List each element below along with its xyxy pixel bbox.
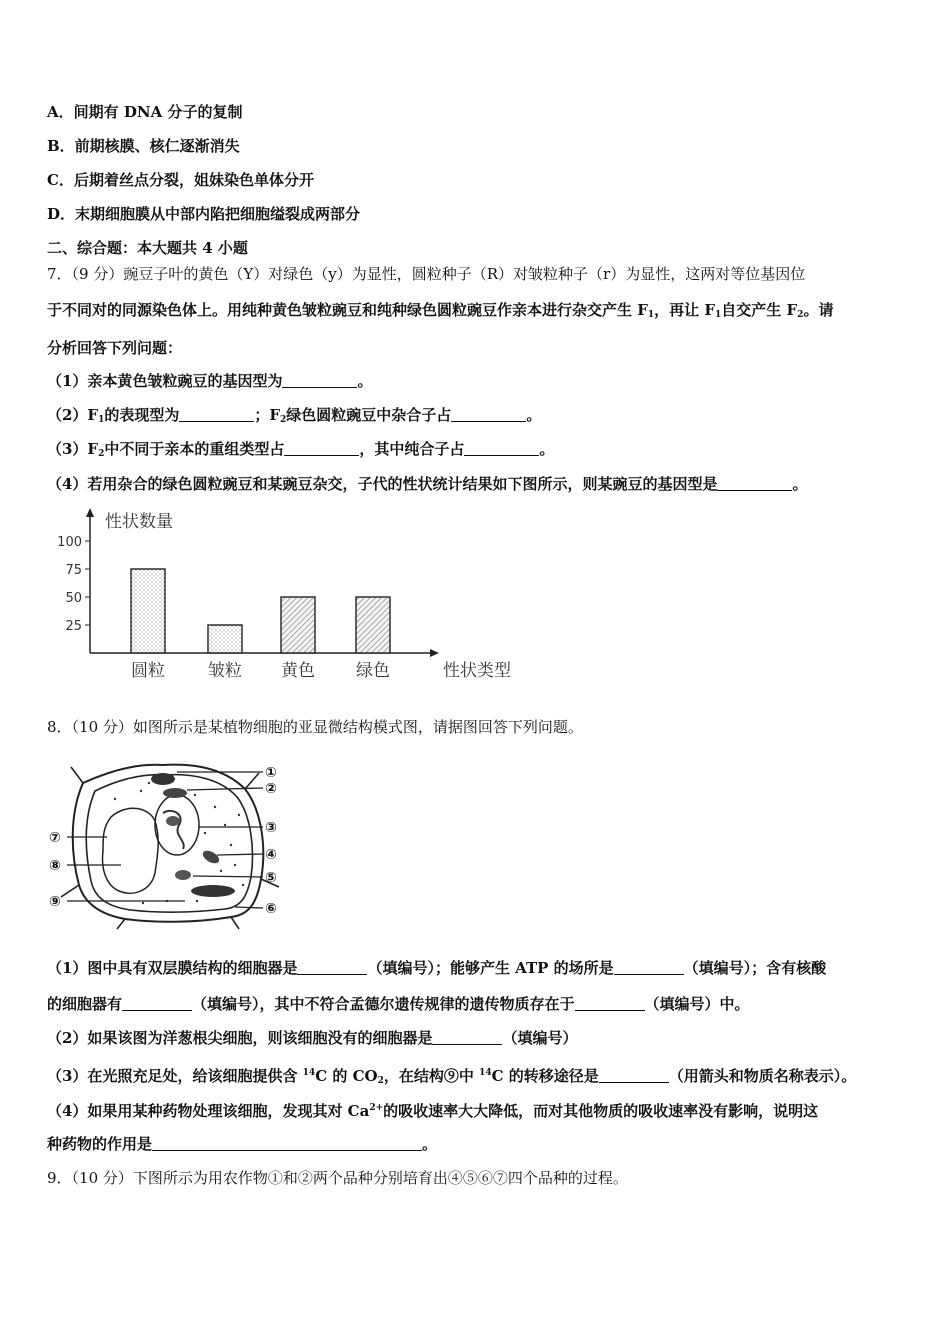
q8-part1-line2 (47, 994, 750, 1014)
answer-blank[interactable] (179, 407, 254, 422)
q7-part1 (47, 371, 372, 391)
q7-p1-a: （1）亲本黄色皱粒豌豆的基因型为 (47, 372, 283, 390)
golgi (175, 870, 191, 880)
q8-p2-a: （2）如果该图为洋葱根尖细胞，则该细胞没有的细胞器是 (47, 1029, 433, 1047)
label-7: ⑦ (49, 830, 61, 846)
label-6: ⑥ (265, 901, 277, 917)
q8-p4-c: 种药物的作用是 (47, 1135, 153, 1153)
q7-p3-a: （3）F (47, 440, 99, 458)
y-tick-label: 50 (65, 591, 82, 606)
chloroplast (163, 788, 187, 798)
q7-p3-b: 中不同于亲本的重组类型占 (104, 440, 285, 458)
label-9: ⑨ (49, 894, 61, 910)
q8-p1-d: 的细胞器有 (47, 995, 123, 1013)
category-label: 黄色 (281, 661, 315, 681)
q8-part1-line1 (47, 958, 826, 978)
q7-sub: 2 (98, 449, 105, 459)
label-8: ⑧ (49, 858, 61, 874)
q7-line2-d: 。请 (803, 301, 834, 319)
q8-p4-a: （4）如果用某种药物处理该细胞，发现其对 Ca (47, 1102, 370, 1120)
answer-blank[interactable] (152, 1136, 422, 1151)
q8-part4-line1 (47, 1098, 818, 1121)
q7-line2-c: 自交产生 F (721, 301, 798, 319)
q7-p3-c: ，其中纯合子占 (359, 440, 465, 458)
x-axis-arrow (430, 649, 439, 657)
q7-sub: 2 (280, 415, 287, 425)
chloroplast (151, 773, 175, 785)
q8-title: 8．（10 分）如图所示是某植物细胞的亚显微结构模式图，请据图回答下列问题。 (47, 718, 583, 736)
q7-line1 (47, 264, 805, 284)
q7-line2-b: ，再让 F (654, 301, 716, 319)
q7-line2 (47, 300, 833, 325)
q7-sub: 1 (98, 415, 105, 425)
q7-p4-b: 。 (792, 475, 808, 493)
bar-3 (356, 597, 390, 653)
bar-1 (208, 625, 242, 653)
answer-blank[interactable] (297, 960, 367, 975)
mitochondrion (201, 848, 222, 866)
answer-blank[interactable] (284, 441, 359, 456)
q8-p3-c: ，在结构⑨中 (383, 1067, 480, 1085)
q7-sub: 2 (797, 310, 804, 320)
q7-sub: 1 (715, 310, 722, 320)
answer-blank[interactable] (122, 996, 192, 1011)
q8-part4-line2 (47, 1134, 437, 1154)
q7-line1-text: 7．（9 分）豌豆子叶的黄色（Y）对绿色（y）为显性，圆粒种子（R）对皱粒种子（r）为显性，这两对等位基因位 (47, 265, 806, 283)
q8-part2 (47, 1028, 577, 1048)
answer-blank[interactable] (282, 373, 357, 388)
q8-p3-b: C 的 CO (315, 1067, 378, 1085)
vacuole (103, 808, 159, 893)
y-tick-label: 75 (65, 563, 82, 578)
section-heading: 二、综合题：本大题共 4 小题 (47, 239, 248, 257)
q8-part3 (47, 1063, 856, 1091)
answer-blank[interactable] (464, 441, 539, 456)
option-a: A．间期有 DNA 分子的复制 (47, 103, 243, 121)
q8-p2-b: （填编号） (502, 1029, 578, 1047)
nucleus (155, 795, 199, 855)
q7-p2-d: 绿色圆粒豌豆中杂合子占 (286, 406, 452, 424)
label-2: ② (265, 781, 277, 797)
q7-p3-d: 。 (539, 440, 555, 458)
q7-p1-b: 。 (357, 372, 373, 390)
subscript: 2 (377, 1076, 384, 1086)
category-label: 皱粒 (208, 661, 242, 681)
q8-p1-a: （1）图中具有双层膜结构的细胞器是 (47, 959, 298, 977)
label-3: ③ (265, 820, 277, 836)
chloroplast (191, 885, 235, 897)
q7-line3: 分析回答下列问题： (47, 339, 183, 357)
plant-cell-diagram (45, 755, 295, 930)
q8-p1-f: （填编号）中。 (644, 995, 750, 1013)
answer-blank[interactable] (451, 407, 526, 422)
option-d: D．末期细胞膜从中部内陷把细胞缢裂成两部分 (47, 205, 361, 223)
q8-p4-b: 的吸收速率大大降低，而对其他物质的吸收速率没有影响，说明这 (383, 1102, 819, 1120)
bar-0 (131, 569, 165, 653)
q8-p3-a: （3）在光照充足处，给该细胞提供含 (47, 1067, 303, 1085)
q8-p3-e: （用箭头和物质名称表示）。 (668, 1067, 857, 1085)
q8-p1-b: （填编号）；能够产生 ATP 的场所是 (367, 959, 614, 977)
superscript: 14 (479, 1068, 492, 1078)
y-axis-arrow (86, 508, 94, 517)
x-axis-title: 性状类型 (443, 661, 511, 681)
q7-p2-b: 的表现型为 (104, 406, 180, 424)
label-1: ① (265, 765, 277, 781)
option-b: B．前期核膜、核仁逐渐消失 (47, 137, 240, 155)
answer-blank[interactable] (432, 1030, 502, 1045)
q7-sub: 1 (647, 310, 655, 320)
trait-bar-chart (55, 505, 555, 690)
q9-title: 9．（10 分）下图所示为用农作物①和②两个品种分别培育出④⑤⑥⑦四个品种的过程。 (47, 1169, 628, 1187)
category-label: 绿色 (356, 661, 390, 681)
superscript: 2+ (369, 1103, 384, 1113)
option-c: C．后期着丝点分裂，姐妹染色单体分开 (47, 171, 314, 189)
y-tick-label: 100 (57, 535, 82, 550)
answer-blank[interactable] (717, 476, 792, 491)
q7-part2 (47, 405, 541, 430)
superscript: 14 (302, 1068, 316, 1078)
y-axis-title: 性状数量 (105, 512, 173, 532)
label-4: ④ (265, 847, 277, 863)
q7-p2-c: ；F (254, 406, 281, 424)
q8-p4-d: 。 (422, 1135, 438, 1153)
bar-2 (281, 597, 315, 653)
q7-p4-a: （4）若用杂合的绿色圆粒豌豆和某豌豆杂交，子代的性状统计结果如下图所示，则某豌豆的基因型是 (47, 475, 718, 493)
q7-line2-a: 于不同对的同源染色体上。用纯种黄色皱粒豌豆和纯种绿色圆粒豌豆作亲本进行杂交产生 F (47, 301, 648, 319)
q7-part4 (47, 474, 807, 494)
y-tick-label: 25 (65, 619, 82, 634)
q8-p3-d: C 的转移途径是 (491, 1067, 599, 1085)
q8-p1-e: （填编号），其中不符合孟德尔遗传规律的遗传物质存在于 (192, 995, 575, 1013)
answer-blank[interactable] (575, 996, 645, 1011)
q7-p2-a: （2）F (47, 406, 99, 424)
answer-blank[interactable] (599, 1068, 669, 1083)
q7-part3 (47, 439, 554, 464)
q8-p1-c: （填编号）；含有核酸 (683, 959, 827, 977)
label-5: ⑤ (265, 870, 277, 886)
q7-p2-e: 。 (526, 406, 542, 424)
category-label: 圆粒 (131, 661, 165, 681)
answer-blank[interactable] (614, 960, 684, 975)
